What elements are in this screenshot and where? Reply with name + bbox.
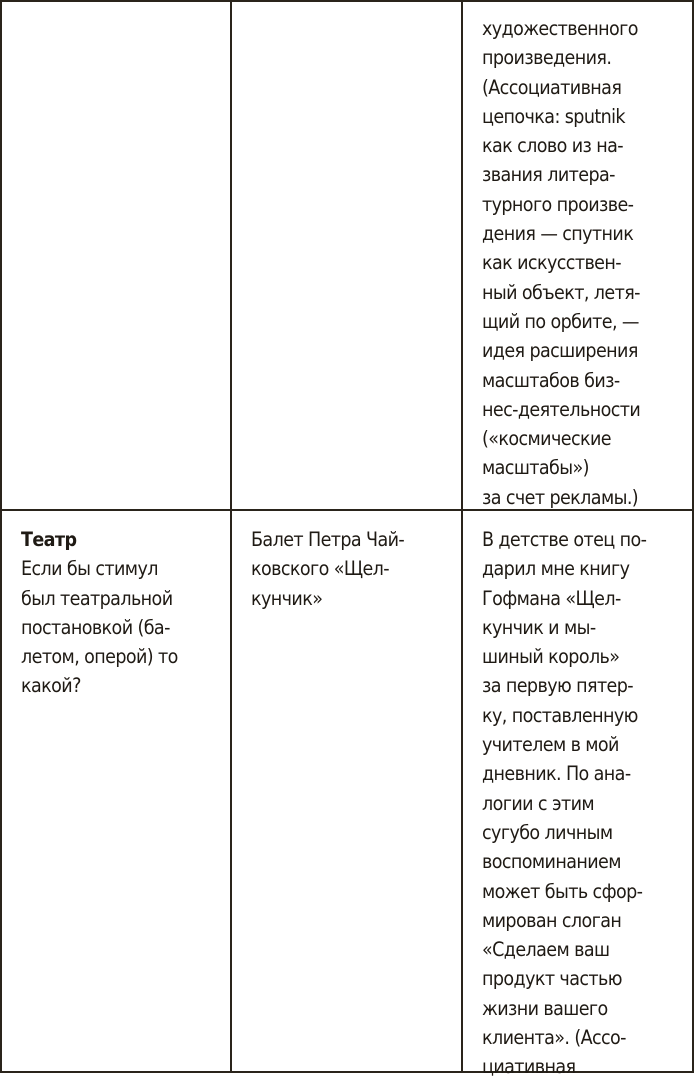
text-line: ку, поставленную — [482, 703, 638, 727]
text-line: «Сделаем ваш — [482, 938, 610, 962]
explanation-cell — [463, 511, 692, 1079]
text-line: масштабы») — [482, 456, 589, 480]
text-line: («космические — [482, 427, 611, 451]
text-line: шиный король» — [482, 645, 620, 669]
text-line: нес-деятельности — [482, 397, 641, 421]
text-line: цепочка: sputnik — [482, 104, 625, 128]
text-line: художественного — [482, 17, 638, 40]
text-line: как слово из на- — [482, 134, 624, 158]
category-heading: Театр — [21, 528, 77, 551]
text-line: (Ассоциативная — [482, 75, 622, 99]
table-row — [2, 2, 692, 511]
text-line: воспоминанием — [482, 850, 621, 874]
text-line: логии с этим — [482, 791, 595, 815]
text-line: как искусствен- — [482, 251, 621, 275]
text-line: учителем в мой — [482, 733, 619, 757]
category-question — [21, 554, 218, 700]
text-line: идея расширения — [482, 339, 638, 363]
text-line: за первую пятер- — [482, 674, 634, 698]
text-line: летом, оперой) то — [21, 645, 178, 669]
text-line: дневник. По ана- — [482, 762, 631, 786]
text-line: продукт частью — [482, 967, 622, 991]
text-line: кунчик и мы- — [482, 615, 596, 639]
text-line: жизни вашего — [482, 996, 608, 1020]
association-text — [251, 511, 449, 613]
stimulus-category-cell — [2, 2, 232, 509]
text-line: клиента». (Ассо- — [482, 1026, 626, 1050]
text-line: сугубо личным — [482, 820, 613, 844]
text-line: звания литера- — [482, 163, 615, 187]
text-line: турного произве- — [482, 192, 634, 216]
text-line: дения — спутник — [482, 222, 634, 246]
table-row — [2, 511, 692, 1079]
text-line: масштабов биз- — [482, 368, 620, 392]
text-line: ный объект, летя- — [482, 280, 640, 304]
text-line: за счет рекламы.) — [482, 485, 639, 509]
stimulus-category-cell — [2, 511, 232, 1073]
text-line: Если бы стимул — [21, 557, 158, 581]
text-line: постановкой (ба- — [21, 615, 170, 639]
text-line: мирован слоган — [482, 908, 622, 932]
explanation-cell — [463, 2, 692, 509]
explanation-text — [482, 2, 686, 512]
explanation-text — [482, 511, 686, 1082]
association-cell — [232, 511, 463, 1073]
text-line: циативная — [482, 1055, 576, 1079]
text-line: Балет Петра Чай- — [251, 528, 405, 551]
text-line: В детстве отец по- — [482, 528, 647, 551]
text-line: произведения. — [482, 46, 612, 70]
text-line: может быть сфор- — [482, 879, 643, 903]
text-line: ковского «Щел- — [251, 557, 390, 581]
text-line: кунчик» — [251, 586, 323, 610]
association-cell — [232, 2, 463, 509]
text-line: какой? — [21, 674, 81, 698]
text-line: щий по орбите, — — [482, 309, 639, 333]
text-line: был театральной — [21, 586, 173, 610]
text-line: Гофмана «Щел- — [482, 586, 621, 610]
text-line: дарил мне книгу — [482, 557, 630, 581]
category-text — [21, 511, 218, 554]
